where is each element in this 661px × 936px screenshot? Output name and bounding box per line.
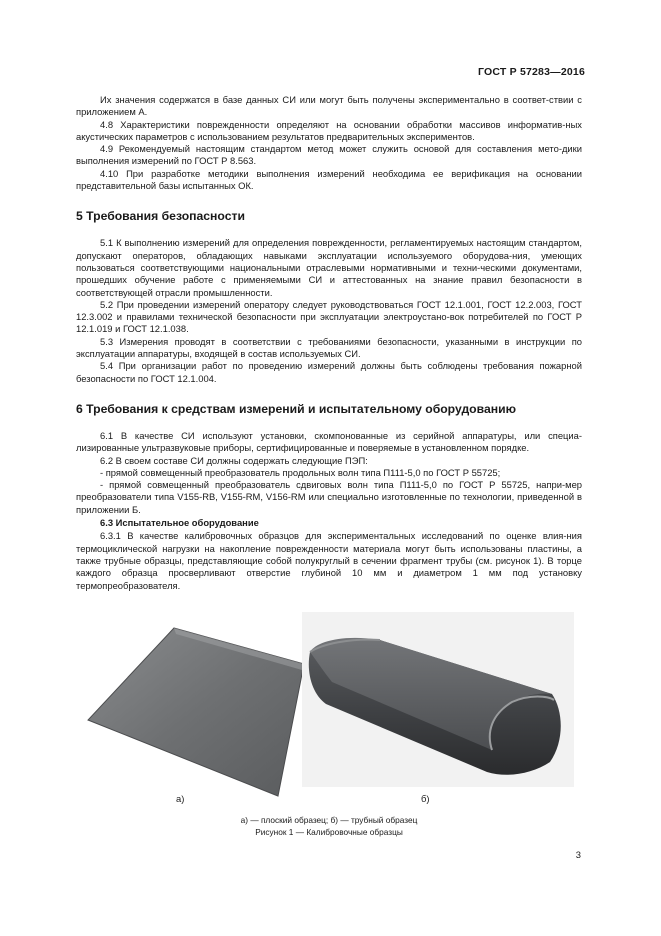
figure-label-b: б) xyxy=(421,793,430,804)
paragraph: 6.3.1 В качестве калибровочных образцов для экспериментальных исследований по оценке влия-ния термоциклической нагрузки на накопление поврежденности материала могут быть использованы пластины, а также трубные образцы, представляющие собой полукруглый в сечении фрагмент трубы (см. рисунок 1). В торце каждого образца просверливают отверстие глубиной 10 мм и диаметром 1 мм под установку термопреобразователя. xyxy=(76,530,582,591)
paragraph: 5.4 При организации работ по проведению измерений должны быть соблюдены требования пожарной безопасности по ГОСТ 12.1.004. xyxy=(76,360,582,384)
paragraph: 6.2 В своем составе СИ должны содержать следующие ПЭП: xyxy=(100,454,368,466)
paragraph: 4.10 При разработке методики выполнения измерений необходима ее верификация на основании представительной базы испытанных ОК. xyxy=(76,167,582,192)
paragraph: Их значения содержатся в базе данных СИ или могут быть получены экспериментально в соответ-ствии с приложением А. xyxy=(76,94,582,118)
section-5-heading: 5 Требования безопасности xyxy=(76,209,245,224)
figure-1 xyxy=(76,612,582,812)
paragraph: 5.3 Измерения проводят в соответствии с требованиями безопасности, указанными в инструкции по эксплуатации аппаратуры, входящей в состав используемых СИ. xyxy=(76,335,582,360)
tube-sample-image xyxy=(302,612,574,787)
paragraph: 4.8 Характеристики поврежденности определяют на основании обработки массивов информатив-ных акустических параметров с использованием результатов предварительных экспериментов. xyxy=(76,118,582,142)
figure-caption: Рисунок 1 — Калибровочные образцы xyxy=(255,827,403,837)
subsection-6-3-heading: 6.3 Испытательное оборудование xyxy=(100,517,259,529)
figure-legend: а) — плоский образец; б) — трубный образец xyxy=(240,815,418,825)
paragraph: 4.9 Рекомендуемый настоящим стандартом метод может служить основой для составления мето-дики выполнения измерений по ГОСТ Р 8.563. xyxy=(76,143,582,167)
figure-label-a: а) xyxy=(176,793,185,804)
document-header: ГОСТ Р 57283—2016 xyxy=(477,66,585,78)
list-item: - прямой совмещенный преобразователь сдвиговых волн типа П111-5,0 по ГОСТ Р 55725, напри-мер преобразователи типа V155-RB, V155-RM, V156-RM или специально изготовленные по технологии, приведенной в приложении Б. xyxy=(76,479,582,515)
page-number: 3 xyxy=(575,849,581,860)
list-item: - прямой совмещенный преобразователь продольных волн типа П111-5,0 по ГОСТ Р 55725; xyxy=(100,466,501,478)
section-6-heading: 6 Требования к средствам измерений и испытательному оборудованию xyxy=(76,401,516,416)
paragraph: 6.1 В качестве СИ используют установки, скомпонованные из серийной аппаратуры, или специа-лизированные ультразвуковые приборы, сертифицированные и поверяемые в установленном порядке. xyxy=(76,429,582,454)
flat-sample-image xyxy=(82,624,312,799)
paragraph: 5.2 При проведении измерений оператору следует руководствоваться ГОСТ 12.1.001, ГОСТ 12.2.003, ГОСТ 12.3.002 и правилами технической безопасности при эксплуатации электроустано-вок потребителей по ГОСТ Р 12.1.019 и ГОСТ 12.1.038. xyxy=(76,298,582,335)
document-body xyxy=(76,94,582,592)
paragraph: 5.1 К выполнению измерений для определения поврежденности, регламентируемых настоящим стандартом, допускают операторов, обладающих навыками эксплуатации используемого оборудова-ния, умеющих пользоваться соответствующими национальными отраслевыми нормативными и техни-ческими документами, прошедших обучение работе с применяемыми СИ и аттестованных на знание правил безопасности в соответствующей отрасли промышленности. xyxy=(76,237,582,298)
